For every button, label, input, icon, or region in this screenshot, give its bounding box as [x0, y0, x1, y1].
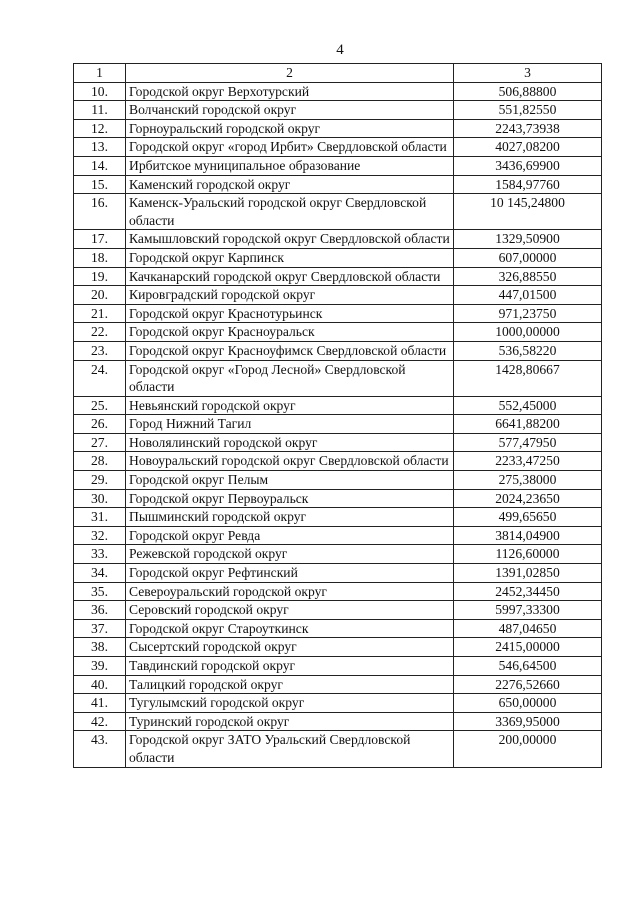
municipality-name: Каменск-Уральский городской округ Свердловской области [126, 194, 454, 230]
municipality-name: Новолялинский городской округ [126, 433, 454, 452]
municipality-name: Тугулымский городской округ [126, 694, 454, 713]
municipality-name: Городской округ Карпинск [126, 248, 454, 267]
table-row [74, 194, 602, 230]
row-number: 23. [74, 341, 126, 360]
table-row [74, 731, 602, 767]
municipality-name: Тавдинский городской округ [126, 657, 454, 676]
amount-value: 3436,69900 [454, 156, 602, 175]
page-number: 4 [336, 42, 344, 58]
municipality-name: Городской округ Красноуфимск Свердловской области [126, 341, 454, 360]
municipality-name: Сысертский городской округ [126, 638, 454, 657]
table-row [74, 304, 602, 323]
municipality-name: Городской округ Первоуральск [126, 489, 454, 508]
table-row [74, 101, 602, 120]
row-number: 15. [74, 175, 126, 194]
table-row [74, 508, 602, 527]
row-number: 36. [74, 601, 126, 620]
municipality-name: Серовский городской округ [126, 601, 454, 620]
table-row [74, 471, 602, 490]
row-number: 39. [74, 657, 126, 676]
amount-value: 275,38000 [454, 471, 602, 490]
municipality-name: Городской округ Ревда [126, 526, 454, 545]
amount-value: 552,45000 [454, 396, 602, 415]
row-number: 13. [74, 138, 126, 157]
municipality-name: Талицкий городской округ [126, 675, 454, 694]
row-number: 11. [74, 101, 126, 120]
amount-value: 551,82550 [454, 101, 602, 120]
table-row [74, 415, 602, 434]
row-number: 29. [74, 471, 126, 490]
row-number: 31. [74, 508, 126, 527]
row-number: 24. [74, 360, 126, 396]
amount-value: 1329,50900 [454, 230, 602, 249]
municipal-table [73, 63, 602, 768]
municipality-name: Горноуральский городской округ [126, 119, 454, 138]
row-number: 42. [74, 712, 126, 731]
row-number: 35. [74, 582, 126, 601]
amount-value: 447,01500 [454, 286, 602, 305]
table-row [74, 323, 602, 342]
table-row [74, 694, 602, 713]
municipality-name: Качканарский городской округ Свердловской области [126, 267, 454, 286]
table-row [74, 175, 602, 194]
municipality-name: Камышловский городской округ Свердловской области [126, 230, 454, 249]
municipality-name: Городской округ Красноуральск [126, 323, 454, 342]
municipality-name: Город Нижний Тагил [126, 415, 454, 434]
row-number: 19. [74, 267, 126, 286]
amount-value: 577,47950 [454, 433, 602, 452]
table-row [74, 564, 602, 583]
municipality-name: Новоуральский городской округ Свердловской области [126, 452, 454, 471]
row-number: 25. [74, 396, 126, 415]
row-number: 20. [74, 286, 126, 305]
amount-value: 506,88800 [454, 82, 602, 101]
amount-value: 6641,88200 [454, 415, 602, 434]
row-number: 34. [74, 564, 126, 583]
row-number: 28. [74, 452, 126, 471]
table-row [74, 657, 602, 676]
amount-value: 546,64500 [454, 657, 602, 676]
municipality-name: Пышминский городской округ [126, 508, 454, 527]
table-row [74, 545, 602, 564]
table-row [74, 675, 602, 694]
municipality-name: Городской округ Пелым [126, 471, 454, 490]
row-number: 10. [74, 82, 126, 101]
municipality-name: Городской округ ЗАТО Уральский Свердловской области [126, 731, 454, 767]
municipality-name: Ирбитское муниципальное образование [126, 156, 454, 175]
table-row [74, 248, 602, 267]
table-row [74, 712, 602, 731]
amount-value: 10 145,24800 [454, 194, 602, 230]
row-number: 37. [74, 619, 126, 638]
municipality-name: Городской округ Краснотурьинск [126, 304, 454, 323]
municipality-name: Североуральский городской округ [126, 582, 454, 601]
municipality-name: Городской округ «Город Лесной» Свердловской области [126, 360, 454, 396]
row-number: 26. [74, 415, 126, 434]
amount-value: 2276,52660 [454, 675, 602, 694]
table-row [74, 286, 602, 305]
amount-value: 487,04650 [454, 619, 602, 638]
table-row [74, 360, 602, 396]
amount-value: 499,65650 [454, 508, 602, 527]
row-number: 33. [74, 545, 126, 564]
table-row [74, 582, 602, 601]
amount-value: 2243,73938 [454, 119, 602, 138]
municipality-name: Волчанский городской округ [126, 101, 454, 120]
row-number: 22. [74, 323, 126, 342]
amount-value: 1428,80667 [454, 360, 602, 396]
amount-value: 971,23750 [454, 304, 602, 323]
amount-value: 200,00000 [454, 731, 602, 767]
amount-value: 607,00000 [454, 248, 602, 267]
row-number: 38. [74, 638, 126, 657]
municipality-name: Городской округ Верхотурский [126, 82, 454, 101]
row-number: 18. [74, 248, 126, 267]
row-number: 27. [74, 433, 126, 452]
municipality-name: Туринский городской округ [126, 712, 454, 731]
row-number: 12. [74, 119, 126, 138]
table-row [74, 230, 602, 249]
amount-value: 1000,00000 [454, 323, 602, 342]
table-row [74, 619, 602, 638]
table-row [74, 638, 602, 657]
table-body [74, 64, 602, 768]
row-number: 43. [74, 731, 126, 767]
table-row [74, 156, 602, 175]
column-header-number: 1 [74, 64, 126, 83]
amount-value: 326,88550 [454, 267, 602, 286]
amount-value: 536,58220 [454, 341, 602, 360]
municipality-name: Каменский городской округ [126, 175, 454, 194]
table-row [74, 526, 602, 545]
amount-value: 2233,47250 [454, 452, 602, 471]
amount-value: 2452,34450 [454, 582, 602, 601]
row-number: 32. [74, 526, 126, 545]
table-row [74, 452, 602, 471]
amount-value: 650,00000 [454, 694, 602, 713]
row-number: 40. [74, 675, 126, 694]
amount-value: 4027,08200 [454, 138, 602, 157]
row-number: 21. [74, 304, 126, 323]
amount-value: 1126,60000 [454, 545, 602, 564]
row-number: 16. [74, 194, 126, 230]
table-row [74, 267, 602, 286]
column-header-name: 2 [126, 64, 454, 83]
table-header-row [74, 64, 602, 83]
amount-value: 3369,95000 [454, 712, 602, 731]
row-number: 14. [74, 156, 126, 175]
table-row [74, 396, 602, 415]
table-row [74, 601, 602, 620]
amount-value: 2415,00000 [454, 638, 602, 657]
table-row [74, 341, 602, 360]
amount-value: 5997,33300 [454, 601, 602, 620]
table-row [74, 489, 602, 508]
column-header-value: 3 [454, 64, 602, 83]
amount-value: 1391,02850 [454, 564, 602, 583]
table-row [74, 82, 602, 101]
municipality-name: Режевской городской округ [126, 545, 454, 564]
table-row [74, 433, 602, 452]
amount-value: 1584,97760 [454, 175, 602, 194]
amount-value: 2024,23650 [454, 489, 602, 508]
municipality-name: Городской округ Староуткинск [126, 619, 454, 638]
table-row [74, 119, 602, 138]
table-row [74, 138, 602, 157]
row-number: 41. [74, 694, 126, 713]
municipality-name: Невьянский городской округ [126, 396, 454, 415]
municipality-name: Городской округ «город Ирбит» Свердловской области [126, 138, 454, 157]
row-number: 30. [74, 489, 126, 508]
row-number: 17. [74, 230, 126, 249]
municipality-name: Городской округ Рефтинский [126, 564, 454, 583]
amount-value: 3814,04900 [454, 526, 602, 545]
municipality-name: Кировградский городской округ [126, 286, 454, 305]
